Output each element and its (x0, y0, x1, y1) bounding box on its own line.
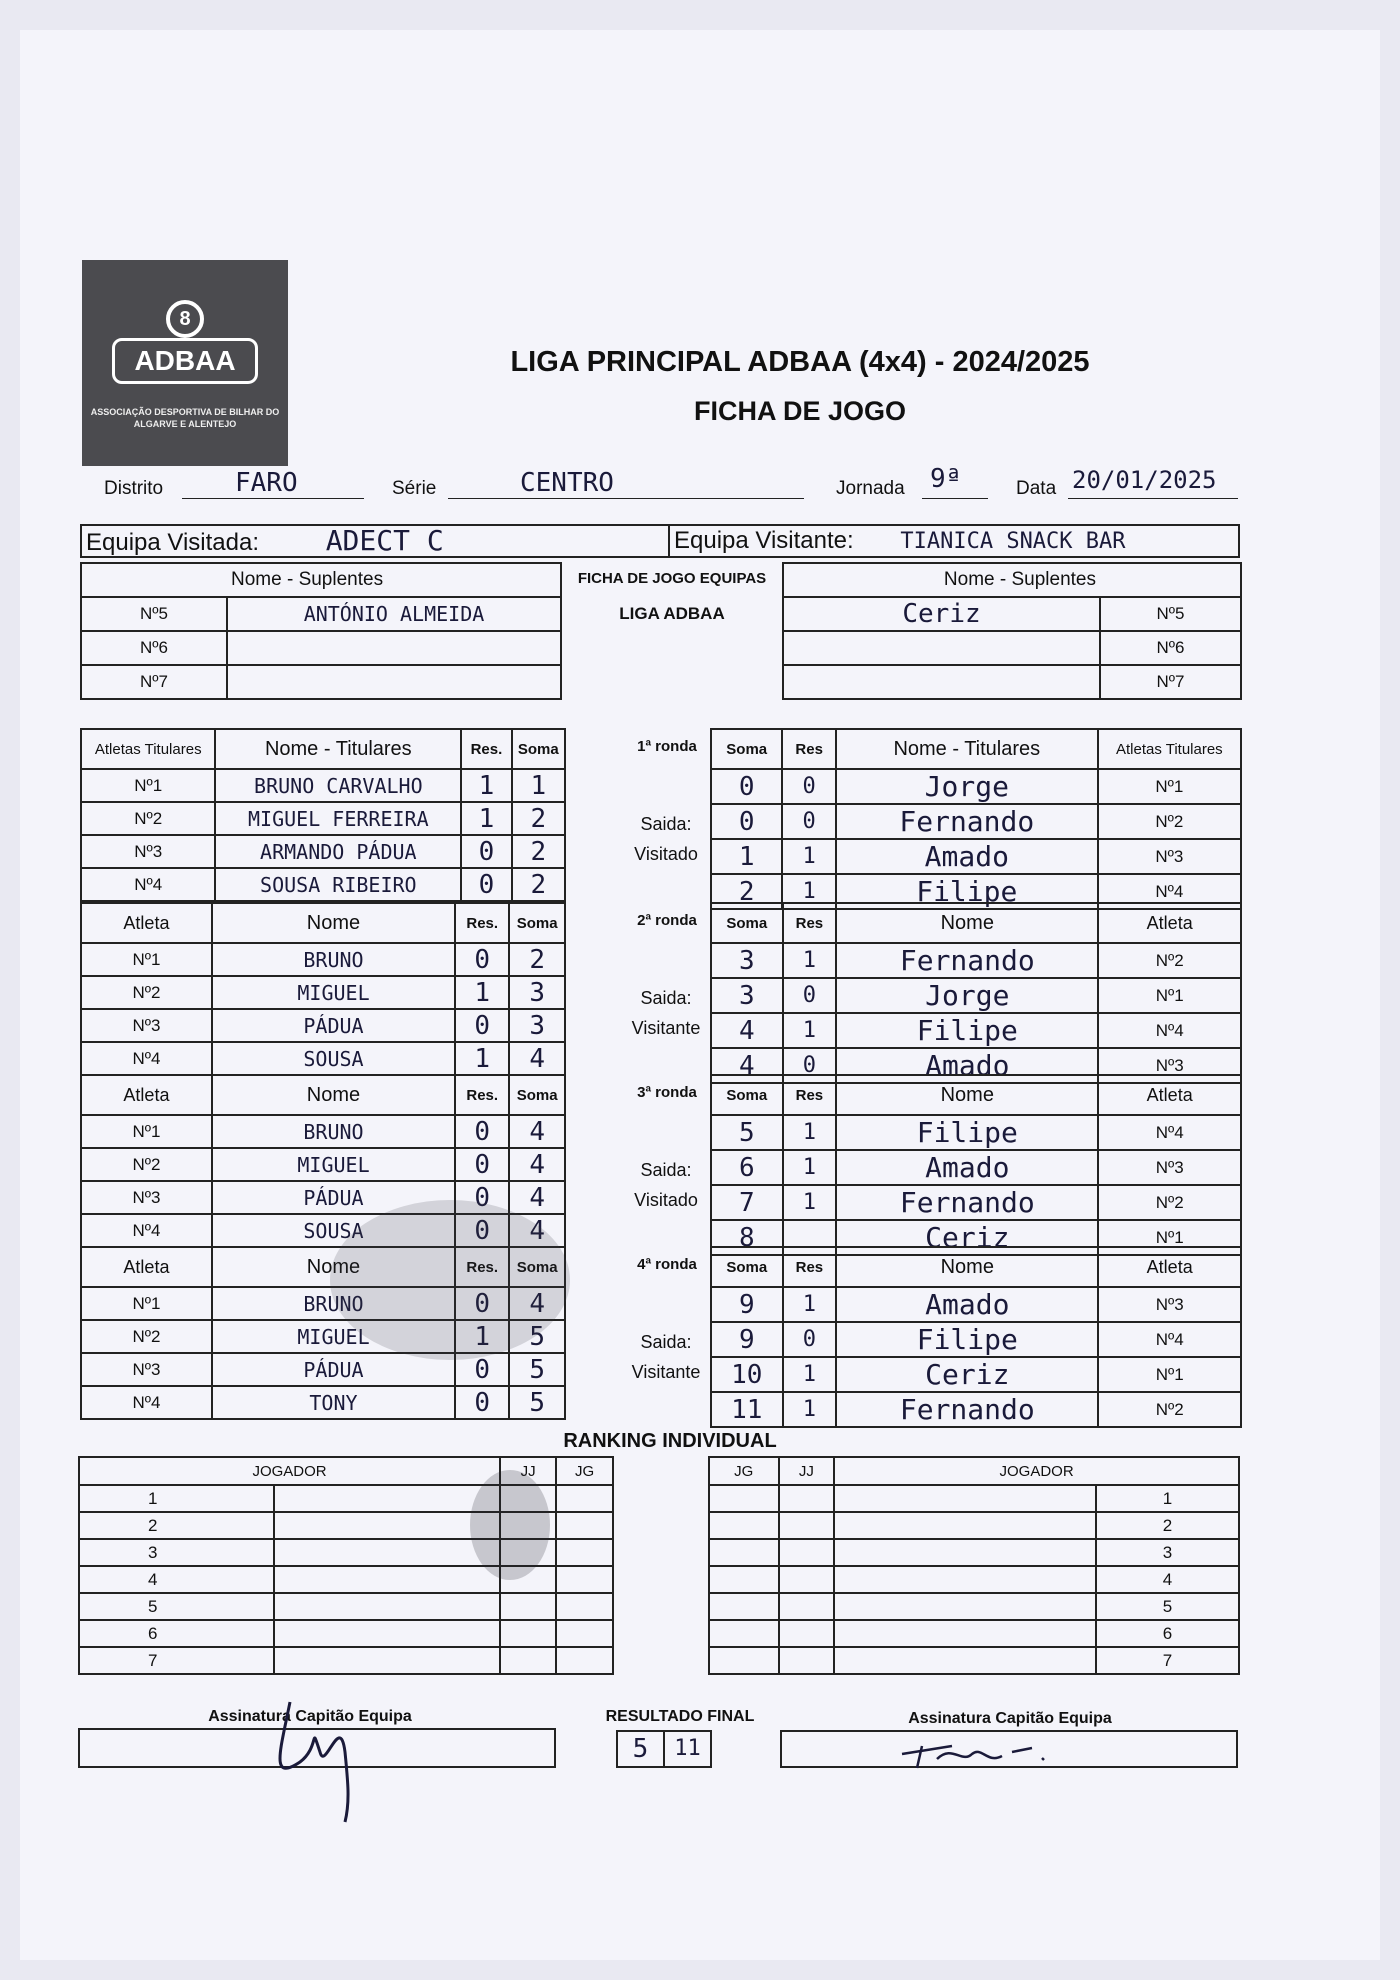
player-soma: 5 (509, 1320, 565, 1353)
data-label: Data (1016, 478, 1057, 499)
adbaa-logo (82, 260, 288, 466)
col-jogador: JOGADOR (79, 1457, 500, 1485)
rank-jj (779, 1512, 835, 1539)
col-soma: Soma (509, 1247, 565, 1287)
player-name: Filipe (836, 1322, 1098, 1357)
rank-jg (556, 1539, 613, 1566)
player-res: 1 (782, 874, 836, 909)
player-name: Ceriz (836, 1220, 1098, 1255)
saida-label: Saida: (640, 1160, 692, 1180)
saida-label: Saida: (640, 988, 692, 1008)
col-atleta: Atleta (1098, 1247, 1241, 1287)
player-res: 0 (455, 1115, 509, 1148)
col-jogador: JOGADOR (834, 1457, 1239, 1485)
col-soma: Soma (509, 1075, 565, 1115)
row-num: Nº4 (1098, 1322, 1241, 1357)
player-name: MIGUEL FERREIRA (215, 802, 461, 835)
player-res: 0 (455, 943, 509, 976)
row-num: Nº2 (81, 1148, 212, 1181)
jornada-value: 9ª (930, 464, 962, 494)
player-res: 0 (455, 1353, 509, 1386)
sig-left-label: Assinatura Capitão Equipa (208, 1708, 412, 1725)
row-num: Nº1 (81, 1287, 212, 1320)
suplente-name: Ceriz (783, 597, 1100, 631)
equipa-visitada-label: Equipa Visitada: (86, 529, 260, 556)
rank-jg (709, 1485, 779, 1512)
rank-jg (556, 1620, 613, 1647)
ronda-4-away-table (710, 1246, 1242, 1428)
player-name: BRUNO (212, 943, 455, 976)
rank-num: 6 (79, 1620, 274, 1647)
player-name: Fernando (836, 943, 1098, 978)
ronda-label: 1ª ronda (637, 738, 697, 755)
rank-num: 1 (79, 1485, 274, 1512)
row-num: Nº1 (1098, 978, 1241, 1013)
rank-jj (779, 1647, 835, 1674)
col-soma: Soma (512, 729, 565, 769)
player-soma: 4 (509, 1287, 565, 1320)
saida-label: Saida: (640, 814, 692, 834)
eight-ball-icon: 8 (166, 300, 204, 338)
col-res: Res. (455, 1247, 509, 1287)
row-num: Nº3 (81, 1009, 212, 1042)
row-num: Nº3 (81, 1181, 212, 1214)
saida-team: Visitado (634, 1190, 698, 1210)
rank-player (274, 1512, 500, 1539)
player-soma: 2 (509, 943, 565, 976)
player-res: 0 (783, 1048, 837, 1083)
player-name: Filipe (836, 874, 1098, 909)
rank-num: 2 (79, 1512, 274, 1539)
signature-left (250, 1692, 390, 1792)
player-soma: 5 (509, 1386, 565, 1419)
equipa-visitante-value: TIANICA SNACK BAR (900, 529, 1126, 554)
player-res: 0 (461, 868, 511, 901)
rank-player (834, 1566, 1096, 1593)
rank-player (274, 1485, 500, 1512)
player-res: 1 (783, 1115, 837, 1150)
suplente-name (227, 631, 561, 665)
row-num: Nº3 (1098, 1150, 1241, 1185)
player-name: BRUNO (212, 1287, 455, 1320)
player-soma: 3 (509, 976, 565, 1009)
player-soma: 4 (711, 1048, 783, 1083)
player-res: 1 (783, 1287, 837, 1322)
row-num: Nº1 (1098, 1220, 1241, 1255)
ronda-2-home-table (80, 902, 566, 1076)
saida-team: Visitante (631, 1362, 701, 1382)
result-box (616, 1730, 712, 1768)
logo-subtitle: ASSOCIAÇÃO DESPORTIVA DE BILHAR DO ALGARVE E ALENTEJO (90, 407, 280, 429)
suplente-name (227, 665, 561, 699)
row-num: Nº2 (81, 802, 215, 835)
equipa-visitante-label: Equipa Visitante: (674, 527, 854, 554)
rank-num: 2 (1096, 1512, 1239, 1539)
suplente-name (783, 665, 1100, 699)
player-res: 0 (455, 1009, 509, 1042)
player-res: 1 (783, 943, 837, 978)
col-jj: JJ (500, 1457, 556, 1485)
rank-player (274, 1647, 500, 1674)
rank-jj (779, 1593, 835, 1620)
player-name: SOUSA (212, 1214, 455, 1247)
rank-num: 3 (79, 1539, 274, 1566)
player-soma: 2 (512, 868, 565, 901)
row-num: Nº3 (81, 835, 215, 868)
col-atleta: Atleta (81, 1075, 212, 1115)
rank-player (274, 1620, 500, 1647)
player-soma: 1 (512, 769, 565, 802)
rank-num: 4 (79, 1566, 274, 1593)
col-atleta: Atletas Titulares (1098, 729, 1241, 769)
player-soma: 7 (711, 1185, 783, 1220)
rank-player (834, 1512, 1096, 1539)
row-num: Nº2 (1098, 943, 1241, 978)
row-num: Nº2 (1098, 804, 1241, 839)
col-res: Res. (455, 1075, 509, 1115)
player-soma: 11 (711, 1392, 783, 1427)
rank-num: 6 (1096, 1620, 1239, 1647)
player-soma: 4 (509, 1181, 565, 1214)
equipa-visitada-box (80, 524, 670, 558)
player-name: PÁDUA (212, 1009, 455, 1042)
row-num: Nº4 (81, 1214, 212, 1247)
player-name: ARMANDO PÁDUA (215, 835, 461, 868)
player-soma: 4 (509, 1214, 565, 1247)
player-res: 0 (455, 1148, 509, 1181)
player-soma: 2 (512, 835, 565, 868)
row-num: Nº1 (81, 769, 215, 802)
row-num: Nº1 (1098, 769, 1241, 804)
col-jg: JG (709, 1457, 779, 1485)
row-num: Nº2 (81, 976, 212, 1009)
player-soma: 9 (711, 1322, 783, 1357)
rank-player (274, 1566, 500, 1593)
col-nome: Nome (836, 1247, 1098, 1287)
rank-num: 7 (79, 1647, 274, 1674)
sig-right-box (780, 1730, 1238, 1768)
player-name: TONY (212, 1386, 455, 1419)
page-title: LIGA PRINCIPAL ADBAA (4x4) - 2024/2025 (510, 346, 1090, 378)
player-soma: 5 (509, 1353, 565, 1386)
player-res: 0 (782, 769, 836, 804)
col-res: Res. (461, 729, 511, 769)
page-subtitle: FICHA DE JOGO (693, 396, 907, 426)
rank-jj (779, 1620, 835, 1647)
player-name: Amado (836, 1048, 1098, 1083)
rank-num: 5 (79, 1593, 274, 1620)
rank-player (274, 1539, 500, 1566)
row-num: Nº7 (81, 665, 227, 699)
player-soma: 4 (509, 1148, 565, 1181)
rank-player (834, 1593, 1096, 1620)
player-name: Fernando (836, 804, 1098, 839)
ronda-1-home-table (80, 728, 566, 902)
player-soma: 10 (711, 1357, 783, 1392)
player-res: 1 (455, 976, 509, 1009)
row-num: Nº6 (1100, 631, 1241, 665)
player-res: 1 (461, 802, 511, 835)
col-soma: Soma (711, 903, 783, 943)
player-res: 1 (783, 1185, 837, 1220)
rank-jj (500, 1620, 556, 1647)
row-num: Nº4 (1098, 1013, 1241, 1048)
saida-team: Visitado (634, 844, 698, 864)
row-num: Nº3 (81, 1353, 212, 1386)
rank-jg (709, 1512, 779, 1539)
suplentes-header: Nome - Suplentes (783, 563, 1100, 597)
col-soma: Soma (509, 903, 565, 943)
col-nome: Nome (836, 903, 1098, 943)
row-num: Nº1 (81, 1115, 212, 1148)
col-nome: Nome (212, 1247, 455, 1287)
col-soma: Soma (711, 729, 782, 769)
logo-text: ADBAA (112, 338, 258, 384)
rank-jg (556, 1647, 613, 1674)
saida-team: Visitante (631, 1018, 701, 1038)
equipa-visitante-box (668, 524, 1240, 558)
result-away: 11 (674, 1736, 701, 1761)
player-res: 0 (455, 1181, 509, 1214)
col-nome: Nome - Titulares (215, 729, 461, 769)
rank-player (274, 1593, 500, 1620)
player-name: Jorge (836, 769, 1098, 804)
player-res: 1 (461, 769, 511, 802)
player-res: 0 (782, 804, 836, 839)
col-atleta: Atleta (81, 1247, 212, 1287)
player-name: Amado (836, 839, 1098, 874)
rank-jj (779, 1485, 835, 1512)
player-res: 1 (782, 839, 836, 874)
rank-jg (709, 1593, 779, 1620)
player-name: PÁDUA (212, 1181, 455, 1214)
player-name: MIGUEL (212, 1148, 455, 1181)
player-res: 0 (783, 1322, 837, 1357)
col-nome: Nome - Titulares (836, 729, 1098, 769)
col-res: Res (783, 1075, 837, 1115)
player-name: Jorge (836, 978, 1098, 1013)
player-res: 1 (455, 1042, 509, 1075)
row-num: Nº6 (81, 631, 227, 665)
col-res: Res. (455, 903, 509, 943)
col-atleta: Atleta (1098, 1075, 1241, 1115)
player-res: 1 (783, 1150, 837, 1185)
rank-jj (779, 1566, 835, 1593)
result-label: RESULTADO FINAL (605, 1708, 755, 1725)
row-num: Nº7 (1100, 665, 1241, 699)
player-name: SOUSA (212, 1042, 455, 1075)
sig-right-label: Assinatura Capitão Equipa (908, 1710, 1112, 1727)
player-name: PÁDUA (212, 1353, 455, 1386)
row-num: Nº5 (81, 597, 227, 631)
rank-player (834, 1620, 1096, 1647)
row-num: Nº4 (1098, 874, 1241, 909)
player-res: 0 (455, 1386, 509, 1419)
rank-jj (500, 1647, 556, 1674)
rank-player (834, 1539, 1096, 1566)
player-name: Amado (836, 1150, 1098, 1185)
player-name: BRUNO (212, 1115, 455, 1148)
suplentes-away-table (782, 562, 1242, 700)
player-res: 1 (783, 1357, 837, 1392)
rank-jg (556, 1512, 613, 1539)
col-res: Res (783, 1247, 837, 1287)
row-num: Nº3 (1098, 1287, 1241, 1322)
ronda-1-away-table (710, 728, 1242, 910)
serie-label: Série (392, 478, 437, 499)
player-soma: 3 (509, 1009, 565, 1042)
rank-player (834, 1485, 1096, 1512)
player-soma: 0 (711, 804, 782, 839)
center-caption: FICHA DE JOGO EQUIPAS (577, 570, 767, 587)
player-soma: 2 (512, 802, 565, 835)
player-name: MIGUEL (212, 1320, 455, 1353)
dirt-smudge (470, 1470, 550, 1580)
player-name: MIGUEL (212, 976, 455, 1009)
rank-jj (779, 1539, 835, 1566)
suplente-name: ANTÓNIO ALMEIDA (227, 597, 561, 631)
row-num: Nº1 (81, 943, 212, 976)
jornada-label: Jornada (836, 478, 905, 499)
col-nome: Nome (212, 903, 455, 943)
row-num: Nº2 (1098, 1185, 1241, 1220)
rank-num: 7 (1096, 1647, 1239, 1674)
row-num: Nº2 (81, 1320, 212, 1353)
sig-left-box (78, 1728, 556, 1768)
row-num: Nº4 (1098, 1115, 1241, 1150)
ranking-away-table (708, 1456, 1240, 1675)
row-num: Nº1 (1098, 1357, 1241, 1392)
ronda-label: 2ª ronda (637, 912, 697, 929)
serie-field (448, 476, 804, 499)
player-res: 0 (455, 1287, 509, 1320)
suplente-name (783, 631, 1100, 665)
dirt-smudge (330, 1200, 570, 1360)
col-atleta: Atleta (1098, 903, 1241, 943)
player-soma: 9 (711, 1287, 783, 1322)
player-soma: 8 (711, 1220, 783, 1255)
row-num: Nº3 (1098, 1048, 1241, 1083)
col-nome: Nome (212, 1075, 455, 1115)
result-home: 5 (618, 1732, 665, 1766)
row-num: Nº5 (1100, 597, 1241, 631)
rank-jg (709, 1647, 779, 1674)
col-jj: JJ (779, 1457, 835, 1485)
rank-jg (709, 1566, 779, 1593)
player-soma: 4 (711, 1013, 783, 1048)
rank-num: 4 (1096, 1566, 1239, 1593)
rank-num: 3 (1096, 1539, 1239, 1566)
ronda-3-away-table (710, 1074, 1242, 1256)
col-atleta: Atletas Titulares (81, 729, 215, 769)
rank-jg (556, 1593, 613, 1620)
rank-num: 5 (1096, 1593, 1239, 1620)
suplentes-home-table (80, 562, 562, 700)
rank-jg (709, 1620, 779, 1647)
player-res: 0 (783, 978, 837, 1013)
distrito-label: Distrito (104, 478, 164, 499)
col-soma: Soma (711, 1075, 783, 1115)
row-num: Nº4 (81, 1042, 212, 1075)
player-soma: 1 (711, 839, 782, 874)
signature-right (892, 1734, 1092, 1774)
player-name: BRUNO CARVALHO (215, 769, 461, 802)
equipa-visitada-value: ADECT C (325, 524, 444, 557)
rank-jg (556, 1566, 613, 1593)
player-soma: 0 (711, 769, 782, 804)
row-num: Nº2 (1098, 1392, 1241, 1427)
serie-value: CENTRO (520, 468, 614, 498)
rank-jg (709, 1539, 779, 1566)
player-name: Ceriz (836, 1357, 1098, 1392)
player-name: Fernando (836, 1392, 1098, 1427)
player-res: 1 (783, 1392, 837, 1427)
player-name: Amado (836, 1287, 1098, 1322)
player-res: 1 (455, 1320, 509, 1353)
row-num: Nº4 (81, 868, 215, 901)
player-soma: 4 (509, 1042, 565, 1075)
player-res: 0 (455, 1214, 509, 1247)
rank-jj (500, 1593, 556, 1620)
data-value: 20/01/2025 (1072, 466, 1217, 494)
player-res: 0 (461, 835, 511, 868)
suplentes-header: Nome - Suplentes (227, 563, 561, 597)
player-soma: 2 (711, 874, 782, 909)
ronda-2-away-table (710, 902, 1242, 1084)
player-soma: 3 (711, 943, 783, 978)
col-res: Res (783, 903, 837, 943)
ronda-label: 4ª ronda (637, 1256, 697, 1273)
player-soma: 4 (509, 1115, 565, 1148)
rank-jg (556, 1485, 613, 1512)
col-soma: Soma (711, 1247, 783, 1287)
player-res: 1 (783, 1013, 837, 1048)
center-caption-league: LIGA ADBAA (619, 604, 725, 623)
col-nome: Nome (836, 1075, 1098, 1115)
saida-label: Saida: (640, 1332, 692, 1352)
player-name: Filipe (836, 1013, 1098, 1048)
col-atleta: Atleta (81, 903, 212, 943)
player-name: Fernando (836, 1185, 1098, 1220)
rank-player (834, 1647, 1096, 1674)
row-num: Nº3 (1098, 839, 1241, 874)
rank-num: 1 (1096, 1485, 1239, 1512)
row-num: Nº4 (81, 1386, 212, 1419)
distrito-value: FARO (235, 468, 298, 498)
player-soma: 6 (711, 1150, 783, 1185)
col-jg: JG (556, 1457, 613, 1485)
player-soma: 5 (711, 1115, 783, 1150)
player-soma: 3 (711, 978, 783, 1013)
player-name: SOUSA RIBEIRO (215, 868, 461, 901)
ranking-title: RANKING INDIVIDUAL (563, 1430, 777, 1452)
ronda-label: 3ª ronda (637, 1084, 697, 1101)
player-name: Filipe (836, 1115, 1098, 1150)
col-res: Res (782, 729, 836, 769)
